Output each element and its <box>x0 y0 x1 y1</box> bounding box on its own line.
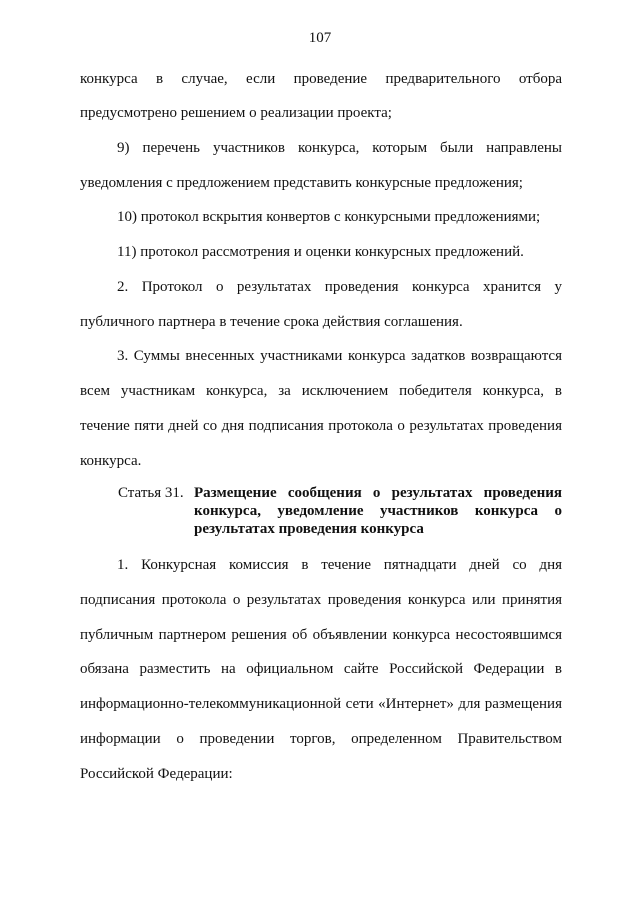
paragraph-3: 3. Суммы внесенных участниками конкурса задатков возвращаются <box>117 348 562 364</box>
text-line: течение пяти дней со дня подписания протокола о результатах проведения <box>80 418 562 434</box>
text-line: Российской Федерации: <box>80 766 233 782</box>
text-line: подписания протокола о результатах проведения конкурса или принятия <box>80 592 562 608</box>
text-line: предусмотрено решением о реализации проекта; <box>80 105 392 121</box>
text-line: всем участникам конкурса, за исключением победителя конкурса, в <box>80 383 562 399</box>
list-item-10: 10) протокол вскрытия конвертов с конкурсными предложениями; <box>117 209 541 225</box>
text-line: конкурса в случае, если проведение предварительного отбора <box>80 71 562 87</box>
paragraph-2: 2. Протокол о результатах проведения конкурса хранится у <box>117 279 562 295</box>
list-item-11: 11) протокол рассмотрения и оценки конкурсных предложений. <box>117 244 524 260</box>
text-line: уведомления с предложением представить конкурсные предложения; <box>80 175 523 191</box>
article-title-line: конкурса, уведомление участников конкурса о <box>194 503 562 519</box>
article-title <box>194 484 562 538</box>
text-line: обязана разместить на официальном сайте Российской Федерации в <box>80 661 562 677</box>
page-number: 107 <box>308 30 332 46</box>
article-paragraph-1: 1. Конкурсная комиссия в течение пятнадцати дней со дня <box>117 557 562 573</box>
text-line: публичным партнером решения об объявлении конкурса несостоявшимся <box>80 627 562 643</box>
article-label: Статья 31. <box>118 485 184 501</box>
list-item-9: 9) перечень участников конкурса, которым были направлены <box>117 140 562 156</box>
article-title-line: результатах проведения конкурса <box>194 521 424 537</box>
article-title-line: Размещение сообщения о результатах проведения <box>194 485 562 501</box>
text-line: информации о проведении торгов, определенном Правительством <box>80 731 562 747</box>
text-line: конкурса. <box>80 453 142 469</box>
text-line: публичного партнера в течение срока действия соглашения. <box>80 314 463 330</box>
text-line: информационно-телекоммуникационной сети «Интернет» для размещения <box>80 696 562 712</box>
